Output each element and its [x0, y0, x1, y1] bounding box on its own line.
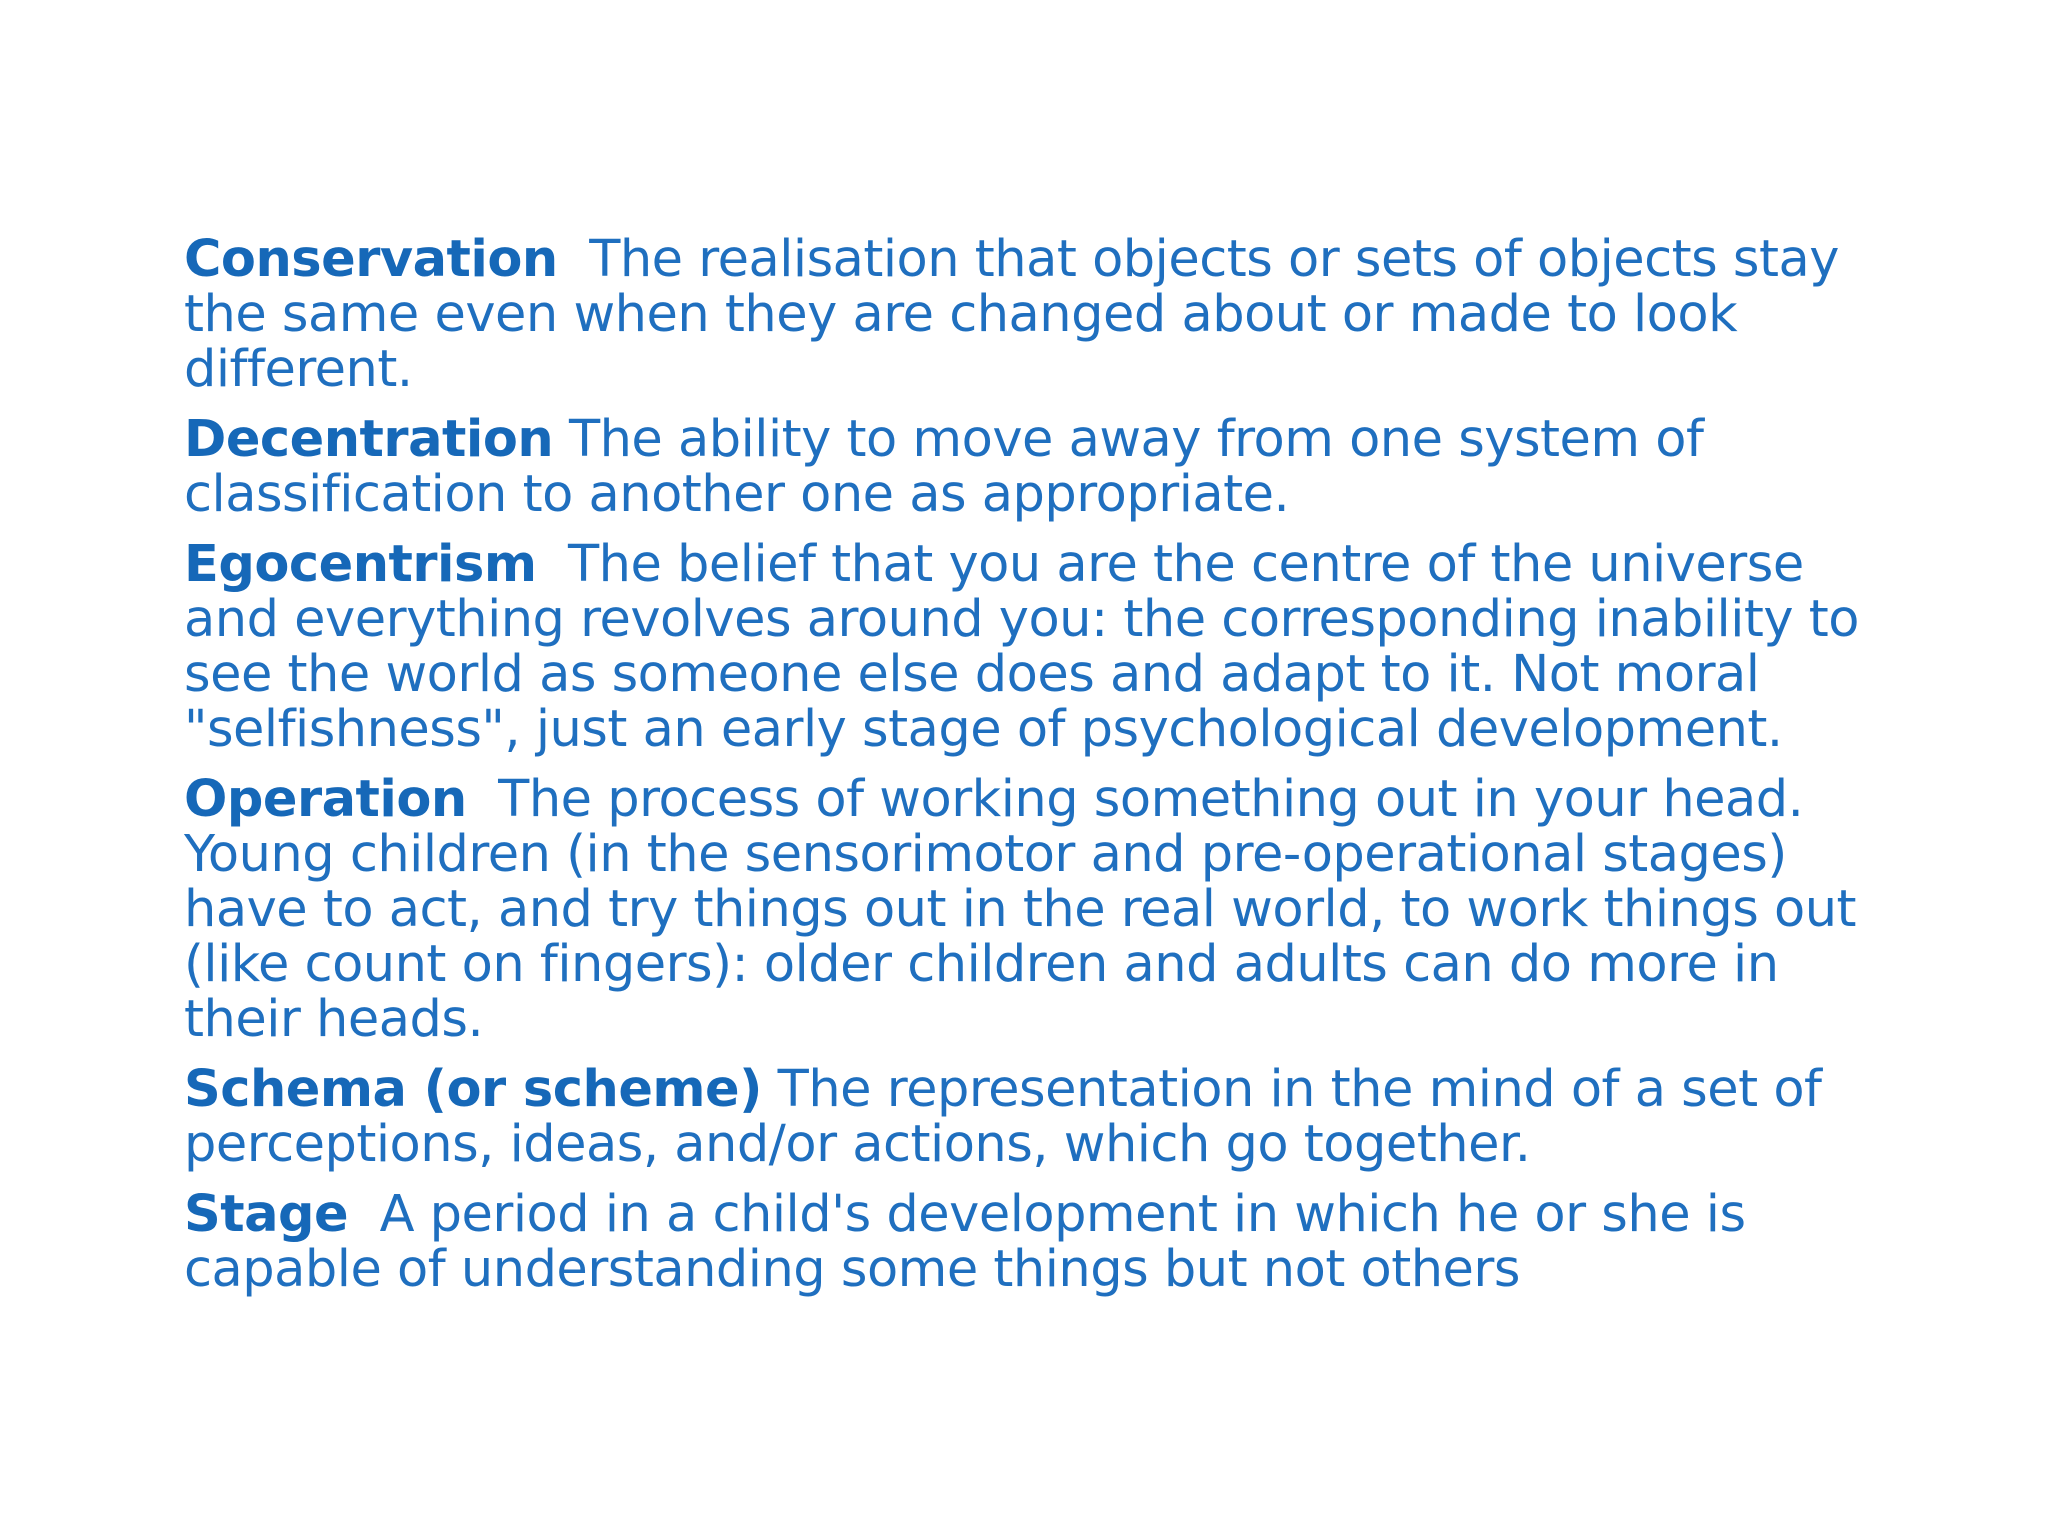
glossary-definition: The representation in the mind of a set of perceptions, ideas, and/or actions, which go together. [184, 1060, 1822, 1174]
glossary-term: Stage [184, 1185, 349, 1244]
glossary-term: Conservation [184, 230, 558, 289]
glossary-term: Operation [184, 770, 467, 829]
glossary-term: Schema (or scheme) [184, 1060, 762, 1119]
glossary-term: Egocentrism [184, 535, 537, 594]
glossary-entry-operation [184, 772, 1904, 1047]
glossary-definition: A period in a child's development in which he or she is capable of understanding some things but not others [184, 1185, 1746, 1299]
glossary-definition: The ability to move away from one system of classification to another one as appropriate. [184, 410, 1704, 524]
glossary-definition: The realisation that objects or sets of objects stay the same even when they are changed about or made to look different. [184, 230, 1839, 399]
glossary-entry-conservation [184, 232, 1904, 397]
glossary-entry-decentration [184, 412, 1904, 522]
glossary-definition: The process of working something out in your head. Young children (in the sensorimotor and pre-operational stages) have to act, and try things out in the real world, to work things out (like count on fingers): older children and adults can do more in their heads. [184, 770, 1857, 1049]
glossary-term: Decentration [184, 410, 554, 469]
glossary-entry-egocentrism [184, 537, 1904, 757]
glossary-list [184, 232, 1904, 1297]
glossary-entry-schema [184, 1062, 1904, 1172]
glossary-definition: The belief that you are the centre of the universe and everything revolves around you: the corresponding inability to see the world as someone else does and adapt to it. Not moral "selfishness", just an early stage of psychological development. [184, 535, 1859, 759]
glossary-entry-stage [184, 1187, 1904, 1297]
